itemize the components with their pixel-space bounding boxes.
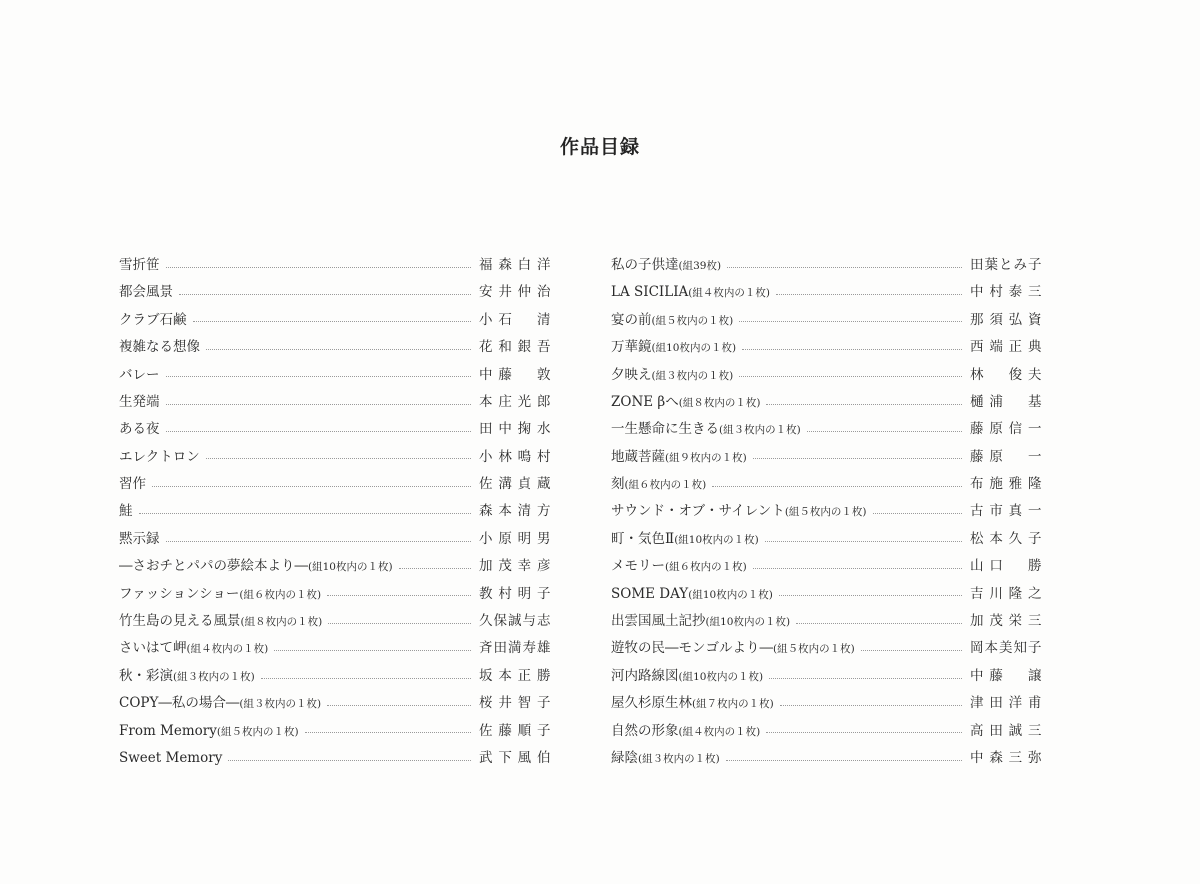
entry-title <box>611 615 790 629</box>
entry-title <box>611 341 736 355</box>
entry-set-note: (組４枚内の１枚) <box>678 725 761 738</box>
catalog-entry <box>119 581 551 608</box>
catalog-entry <box>611 416 1042 443</box>
entry-artist: 那須弘資 <box>970 311 1042 328</box>
dot-leader <box>727 267 962 268</box>
entry-title-text: SOME DAY <box>611 585 689 602</box>
entry-title <box>611 530 759 547</box>
dot-leader <box>861 650 962 651</box>
entry-title-text: 出雲国風土記抄 <box>611 613 706 630</box>
entry-title-text: 黙示録 <box>119 530 160 547</box>
dot-leader <box>766 404 962 405</box>
entry-title-text: 自然の形象 <box>611 722 679 739</box>
entry-title <box>611 393 761 410</box>
dot-leader <box>779 595 962 596</box>
entry-title <box>119 667 255 684</box>
entry-title <box>119 448 200 465</box>
catalog-entry <box>611 252 1042 279</box>
entry-title-text: 竹生島の見える風景 <box>119 613 241 630</box>
entry-set-note: (組４枚内の１枚) <box>186 643 269 656</box>
entry-artist: 津田洋甫 <box>970 695 1042 712</box>
dot-leader <box>712 486 962 487</box>
catalog-entry <box>119 553 551 580</box>
entry-title <box>611 286 770 300</box>
entry-artist: 古市真一 <box>970 503 1042 520</box>
entry-title <box>611 642 855 656</box>
catalog-entry <box>611 499 1042 526</box>
dot-leader <box>766 732 962 733</box>
entry-title <box>119 393 160 410</box>
catalog-entry <box>119 718 551 745</box>
entry-artist: 佐藤順子 <box>479 722 551 739</box>
catalog-entry <box>119 334 551 361</box>
dot-leader <box>274 650 471 651</box>
dot-leader <box>742 349 962 350</box>
catalog-entry <box>611 279 1042 306</box>
entry-artist: 教村明子 <box>479 585 551 602</box>
entry-artist: 久保誠与志 <box>479 613 551 630</box>
entry-artist: 田葉とみ子 <box>970 256 1042 273</box>
entry-title-text: バレー <box>119 366 160 383</box>
entry-title <box>611 256 722 273</box>
entry-set-note: (組10枚内の１枚) <box>688 588 773 601</box>
entry-title-text: 万華鏡 <box>611 339 652 356</box>
entry-title-text: 一生懸命に生きる <box>611 421 719 438</box>
catalog-entry <box>611 690 1042 717</box>
entry-set-note: (組10枚内の１枚) <box>678 670 764 683</box>
dot-leader <box>139 513 472 514</box>
catalog-entry <box>611 745 1042 772</box>
entry-artist: 小石 清 <box>479 311 551 328</box>
entry-title-text: 私の子供達 <box>611 256 679 273</box>
entry-title <box>119 530 160 547</box>
entry-artist: 森本清方 <box>479 503 551 520</box>
catalog-entry <box>119 663 551 690</box>
dot-leader <box>327 705 471 706</box>
entry-artist: 中藤 敦 <box>479 366 551 383</box>
page-title: 作品目録 <box>559 136 640 158</box>
entry-title <box>119 749 223 766</box>
entry-set-note: (組５枚内の１枚) <box>216 725 299 738</box>
dot-leader <box>152 486 471 487</box>
catalog-entry <box>611 718 1042 745</box>
entry-title <box>611 448 747 465</box>
entry-artist: 本庄光郎 <box>479 393 551 410</box>
catalog-entry <box>611 444 1042 471</box>
entry-title <box>119 478 146 492</box>
entry-artist: 桜井智子 <box>479 695 551 712</box>
entry-set-note: (組３枚内の１枚) <box>651 369 734 382</box>
entry-title <box>611 722 761 739</box>
entry-title <box>611 311 734 328</box>
entry-title-text: さいはて岬 <box>119 640 187 657</box>
entry-title-text: 秋・彩演 <box>119 667 173 684</box>
dot-leader <box>328 623 471 624</box>
catalog-entry <box>611 663 1042 690</box>
entry-artist: 坂本正勝 <box>479 667 551 684</box>
entry-artist: 小原明男 <box>479 530 551 547</box>
catalog-entry <box>611 553 1042 580</box>
entry-artist: 中森三弥 <box>970 749 1042 766</box>
catalog-entry <box>119 635 551 662</box>
entry-artist: 樋浦 基 <box>970 393 1042 410</box>
entry-set-note: (組５枚内の１枚) <box>784 506 867 519</box>
entry-set-note: (組６枚内の１枚) <box>665 561 747 574</box>
entry-set-note: (組６枚内の１枚) <box>239 588 322 601</box>
entry-set-note: (組３枚内の１枚) <box>173 670 255 683</box>
entry-set-note: (組５枚内の１枚) <box>651 314 734 327</box>
entry-title <box>119 366 160 383</box>
entry-artist: 武下風伯 <box>479 749 551 766</box>
entry-title <box>611 697 774 711</box>
entry-artist: 花和銀吾 <box>479 339 551 356</box>
entry-artist: 中村泰三 <box>970 284 1042 301</box>
entry-title <box>119 585 322 602</box>
entry-artist: 高田誠三 <box>970 722 1042 739</box>
dot-leader <box>739 321 962 322</box>
dot-leader <box>780 705 962 706</box>
entry-set-note: (組７枚内の１枚) <box>692 698 774 711</box>
entry-title <box>611 560 747 574</box>
entry-title-text: 緑陰 <box>611 749 638 766</box>
dot-leader <box>726 760 962 761</box>
entry-title <box>119 505 133 519</box>
catalog-entry <box>611 581 1042 608</box>
entry-artist: 西端正典 <box>970 339 1042 356</box>
catalog-entry <box>119 416 551 443</box>
entry-artist: 布施雅隆 <box>970 476 1042 493</box>
entry-title-text: 刻 <box>611 476 625 493</box>
catalog-entry <box>119 526 551 553</box>
entry-artist: 加茂栄三 <box>970 613 1042 630</box>
catalog-entry <box>611 362 1042 389</box>
catalog-entry <box>611 334 1042 361</box>
entry-title-text: ―さおチとパパの夢絵本より― <box>119 558 308 575</box>
dot-leader <box>166 267 472 268</box>
catalog-entry <box>119 471 551 498</box>
entry-title-text: Sweet Memory <box>119 749 223 766</box>
entry-artist: 中藤 譲 <box>970 667 1042 684</box>
catalog-entry <box>119 362 551 389</box>
entry-set-note: (組10枚内の１枚) <box>651 342 737 355</box>
entry-set-note: (組９枚内の１枚) <box>665 451 747 464</box>
entry-title <box>119 423 160 437</box>
entry-title-text: クラブ石鹸 <box>119 311 187 328</box>
entry-title <box>119 560 393 574</box>
dot-leader <box>166 431 472 432</box>
entry-set-note: (組６枚内の１枚) <box>624 479 707 492</box>
entry-title-text: 生発端 <box>119 393 160 410</box>
entry-title-text: 鮭 <box>119 503 133 520</box>
catalog-entry <box>119 389 551 416</box>
dot-leader <box>166 541 472 542</box>
entry-artist: 小林鳴村 <box>479 448 551 465</box>
entry-title-text: サウンド・オブ・サイレント <box>611 503 785 520</box>
entry-title-text: 遊牧の民―モンゴルより― <box>611 640 773 657</box>
entry-artist: 田中掬水 <box>479 421 551 438</box>
entry-set-note: (組３枚内の１枚) <box>638 752 720 765</box>
catalog-entry <box>119 307 551 334</box>
entry-title-text: ある夜 <box>119 421 160 438</box>
entry-title <box>119 286 173 300</box>
entry-title <box>611 478 706 492</box>
catalog-entry <box>119 444 551 471</box>
entry-artist: 斉田満寿雄 <box>479 640 551 657</box>
entry-title <box>119 615 322 629</box>
entry-artist: 藤原信一 <box>970 421 1042 438</box>
dot-leader <box>166 376 472 377</box>
catalog-entry <box>119 499 551 526</box>
dot-leader <box>261 678 471 679</box>
dot-leader <box>399 568 471 569</box>
entry-title <box>611 366 734 383</box>
dot-leader <box>305 732 471 733</box>
entry-title-text: 屋久杉原生林 <box>611 695 692 712</box>
entry-set-note: (組39枚) <box>678 259 722 272</box>
entry-title-text: 地蔵菩薩 <box>611 448 665 465</box>
catalog-entry <box>119 252 551 279</box>
entry-title-text: 河内路線図 <box>611 667 679 684</box>
entry-title <box>119 256 160 273</box>
entry-artist: 藤原 一 <box>970 448 1042 465</box>
entry-title-text: COPY―私の場合― <box>119 695 240 712</box>
catalog-entry <box>611 389 1042 416</box>
catalog-entry <box>611 307 1042 334</box>
entry-title <box>119 341 200 355</box>
catalog-entry <box>119 745 551 772</box>
entry-artist: 松本久子 <box>970 530 1042 547</box>
entry-title-text: 宴の前 <box>611 311 652 328</box>
dot-leader <box>179 294 471 295</box>
entry-title-text: ZONE βへ <box>611 393 679 410</box>
catalog-column-right <box>611 252 1042 772</box>
dot-leader <box>193 321 472 322</box>
entry-title-text: 都会風景 <box>119 284 173 301</box>
entry-set-note: (組８枚内の１枚) <box>678 396 761 409</box>
entry-artist: 福森白洋 <box>479 256 551 273</box>
entry-set-note: (組５枚内の１枚) <box>773 643 855 656</box>
entry-title-text: 町・気色Ⅱ <box>611 530 675 547</box>
catalog-entry <box>611 608 1042 635</box>
dot-leader <box>753 568 962 569</box>
entry-set-note: (組３枚内の１枚) <box>239 698 322 711</box>
entry-artist: 安井仲治 <box>479 284 551 301</box>
entry-artist: 加茂幸彦 <box>479 558 551 575</box>
entry-set-note: (組３枚内の１枚) <box>719 424 801 437</box>
entry-title <box>611 505 867 519</box>
dot-leader <box>776 294 962 295</box>
entry-title <box>119 722 299 739</box>
entry-title-text: LA SICILIA <box>611 284 689 301</box>
entry-set-note: (組10枚内の１枚) <box>674 533 759 546</box>
catalog-entry <box>119 279 551 306</box>
dot-leader <box>739 376 962 377</box>
dot-leader <box>206 458 471 459</box>
entry-artist: 吉川隆之 <box>970 585 1042 602</box>
entry-title-text: From Memory <box>119 722 217 739</box>
entry-set-note: (組10枚内の１枚) <box>705 616 791 629</box>
dot-leader <box>206 349 471 350</box>
catalog-entry <box>611 526 1042 553</box>
entry-title-text: 習作 <box>119 476 146 493</box>
entry-title-text: 夕映え <box>611 366 652 383</box>
catalog-column-left <box>119 252 551 772</box>
entry-title-text: 複雑なる想像 <box>119 339 200 356</box>
dot-leader <box>769 678 962 679</box>
entry-set-note: (組４枚内の１枚) <box>688 287 770 300</box>
entry-artist: 林 俊夫 <box>970 366 1042 383</box>
entry-set-note: (組８枚内の１枚) <box>240 616 323 629</box>
dot-leader <box>765 541 962 542</box>
catalog-entry <box>611 471 1042 498</box>
catalog-entry <box>119 608 551 635</box>
entry-title <box>119 311 187 328</box>
entry-title-text: エレクトロン <box>119 448 200 465</box>
dot-leader <box>166 404 472 405</box>
entry-title-text: 雪折笹 <box>119 256 160 273</box>
catalog-entry <box>611 635 1042 662</box>
entry-artist: 佐溝貞蔵 <box>479 476 551 493</box>
dot-leader <box>873 513 962 514</box>
entry-title <box>611 585 773 602</box>
entry-title <box>119 642 268 656</box>
entry-title <box>611 749 720 766</box>
entry-title-text: メモリー <box>611 558 665 575</box>
dot-leader <box>327 595 471 596</box>
dot-leader <box>753 458 962 459</box>
entry-title <box>119 697 321 711</box>
entry-title <box>611 667 764 684</box>
dot-leader <box>796 623 962 624</box>
entry-title <box>611 423 801 437</box>
catalog-entry <box>119 690 551 717</box>
entry-artist: 岡本美知子 <box>970 640 1042 657</box>
dot-leader <box>228 760 471 761</box>
entry-artist: 山口 勝 <box>970 558 1042 575</box>
dot-leader <box>807 431 962 432</box>
entry-title-text: ファッションショー <box>119 585 240 602</box>
entry-set-note: (組10枚内の１枚) <box>308 561 393 574</box>
